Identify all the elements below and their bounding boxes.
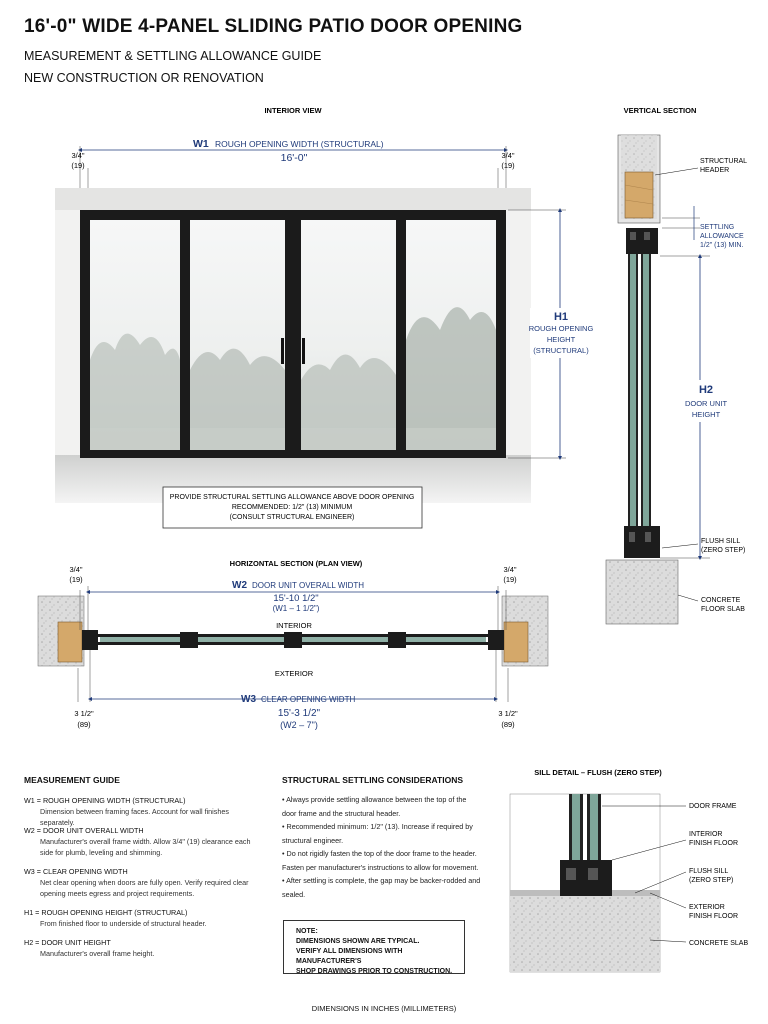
plan-view-label: HORIZONTAL SECTION (PLAN VIEW) [229, 559, 363, 568]
guide-term: W2 = DOOR UNIT OVERALL WIDTH [24, 826, 144, 835]
units-footer: DIMENSIONS IN INCHES (MILLIMETERS) [311, 1004, 457, 1013]
note-line-3: SHOP DRAWINGS PRIOR TO CONSTRUCTION. [296, 968, 453, 975]
guide-desc: Manufacturer's overall frame width. Allow 3/4" (19) clearance each side for plumb, leveling and shimming. [40, 837, 251, 857]
vs-slab-label-2: FLOOR SLAB [701, 606, 745, 613]
w1-left-clearance-mm: (19) [71, 161, 85, 170]
h1-tag: H1 [553, 311, 569, 323]
settling-note-line-3: (CONSULT STRUCTURAL ENGINEER) [229, 514, 355, 521]
guide-item-w2 [24, 825, 264, 858]
guide-desc: From finished floor to underside of structural header. [40, 919, 207, 928]
h2-label-1: DOOR UNIT [684, 399, 728, 408]
settling-item-1: • Always provide settling allowance between the top of the door frame and the structural header. [282, 795, 467, 818]
w3-label: CLEAR OPENING WIDTH [261, 695, 356, 704]
vs-settling-label-1: SETTLING [700, 224, 735, 231]
plan-right-panel-dim-mm: (89) [501, 720, 515, 729]
h1-label-2: HEIGHT [546, 335, 576, 344]
dimensions-note-box [283, 920, 465, 974]
w1-left-clearance: 3/4" [71, 151, 85, 160]
guide-desc: Dimension between framing faces. Account for wall finishes separately. [40, 807, 229, 827]
w2-value: 15'-10 1/2" [273, 593, 319, 604]
note-title: NOTE: [296, 928, 318, 935]
note-line-1: DIMENSIONS SHOWN ARE TYPICAL. [296, 938, 420, 945]
sill-exterior-label-1: EXTERIOR [689, 904, 725, 911]
vs-header-label-2: HEADER [700, 167, 730, 174]
settling-item-2: • Recommended minimum: 1/2" (13). Increase if required by structural engineer. [282, 822, 473, 845]
w3-tag: W3 [241, 694, 256, 705]
guide-term: H2 = DOOR UNIT HEIGHT [24, 938, 111, 947]
door-elevation [55, 188, 531, 503]
vs-sill-label-2: (ZERO STEP) [701, 547, 746, 554]
plan-left-clearance-mm: (19) [69, 575, 83, 584]
settling-item-text: Recommended minimum: 1/2" (13). Increase if required by structural engineer. [282, 822, 473, 845]
guide-item-w1 [24, 795, 264, 828]
vs-slab-label-1: CONCRETE [701, 597, 741, 604]
page-title: 16'-0" WIDE 4-PANEL SLIDING PATIO DOOR OPENING [24, 16, 523, 37]
w3-formula: (W2 – 7") [280, 720, 318, 730]
guide-term: H1 = ROUGH OPENING HEIGHT (STRUCTURAL) [24, 908, 188, 917]
sill-door-frame-label: DOOR FRAME [689, 803, 737, 810]
sill-exterior-label-2: FINISH FLOOR [689, 913, 739, 920]
sill-detail-label: SILL DETAIL – FLUSH (ZERO STEP) [534, 768, 662, 777]
w1-value: 16'-0" [280, 152, 308, 164]
plan-interior-label: INTERIOR [276, 621, 312, 630]
settling-note-box [163, 487, 422, 528]
plan-left-panel-dim: 3 1/2" [74, 709, 94, 718]
guide-desc: Net clear opening when doors are fully open. Verify required clear opening meets egress and project requirements. [40, 878, 249, 898]
sill-flush-label-2: (ZERO STEP) [689, 877, 734, 884]
sill-interior-label-1: INTERIOR [689, 831, 723, 838]
w2-label: DOOR UNIT OVERALL WIDTH [252, 581, 365, 590]
guide-item-h1 [24, 907, 264, 929]
settling-note-line-2: RECOMMENDED: 1/2" (13) MINIMUM [231, 504, 353, 511]
plan-right-clearance: 3/4" [503, 565, 517, 574]
w1-tag: W1 [193, 138, 209, 150]
h1-label-3: (STRUCTURAL) [533, 346, 589, 355]
w1-dimension [71, 138, 515, 188]
settling-note-line-1: PROVIDE STRUCTURAL SETTLING ALLOWANCE ABOVE DOOR OPENING [169, 494, 415, 501]
plan-right-clearance-mm: (19) [503, 575, 517, 584]
note-line-2: VERIFY ALL DIMENSIONS WITH MANUFACTURER'S [296, 948, 403, 965]
settling-item-3: • Do not rigidly fasten the top of the door frame to the header. Fasten per manufacturer's instructions to allow for movement. [282, 849, 479, 872]
sill-detail-drawing [510, 794, 686, 972]
vs-settling-label-3: 1/2" (13) MIN. [700, 242, 744, 249]
sill-flush-label-1: FLUSH SILL [689, 868, 729, 875]
plan-right-panel-dim: 3 1/2" [498, 709, 518, 718]
guide-desc: Manufacturer's overall frame height. [40, 949, 155, 958]
vs-sill-label-1: FLUSH SILL [701, 538, 741, 545]
sill-slab-label: CONCRETE SLAB [689, 940, 749, 947]
w1-right-clearance: 3/4" [501, 151, 515, 160]
page-subtitle: MEASUREMENT & SETTLING ALLOWANCE GUIDE [24, 49, 322, 63]
guide-item-w3 [24, 866, 264, 899]
h1-label-1: ROUGH OPENING [528, 324, 594, 333]
plan-exterior-label: EXTERIOR [274, 669, 314, 678]
settling-heading: STRUCTURAL SETTLING CONSIDERATIONS [282, 775, 464, 785]
measurement-guide-heading: MEASUREMENT GUIDE [24, 775, 120, 785]
settling-item-4: • After settling is complete, the gap may be backer-rodded and sealed. [282, 876, 481, 899]
guide-item-h2 [24, 937, 264, 959]
h2-label-2: HEIGHT [691, 410, 721, 419]
w1-label: ROUGH OPENING WIDTH (STRUCTURAL) [215, 139, 384, 149]
guide-term: W1 = ROUGH OPENING WIDTH (STRUCTURAL) [24, 796, 186, 805]
settling-item-text: After settling is complete, the gap may be backer-rodded and sealed. [282, 876, 481, 899]
w1-right-clearance-mm: (19) [501, 161, 515, 170]
interior-view-label: INTERIOR VIEW [264, 106, 322, 115]
sill-interior-label-2: FINISH FLOOR [689, 840, 739, 847]
w3-value: 15'-3 1/2" [277, 708, 321, 719]
w2-formula: (W1 – 1 1/2") [272, 604, 320, 613]
settling-item-text: Do not rigidly fasten the top of the door frame to the header. Fasten per manufacturer's instructions to allow for movement. [282, 849, 479, 872]
page-subtitle-2: NEW CONSTRUCTION OR RENOVATION [24, 71, 264, 85]
plan-left-panel-dim-mm: (89) [77, 720, 91, 729]
w2-tag: W2 [232, 580, 247, 591]
settling-item-text: Always provide settling allowance between the top of the door frame and the structural header. [282, 795, 467, 818]
guide-term: W3 = CLEAR OPENING WIDTH [24, 867, 128, 876]
plan-left-clearance: 3/4" [69, 565, 83, 574]
vs-header-label-1: STRUCTURAL [700, 158, 748, 165]
vertical-section-label: VERTICAL SECTION [623, 106, 697, 115]
vs-settling-label-2: ALLOWANCE [700, 233, 744, 240]
h2-tag: H2 [698, 384, 714, 396]
